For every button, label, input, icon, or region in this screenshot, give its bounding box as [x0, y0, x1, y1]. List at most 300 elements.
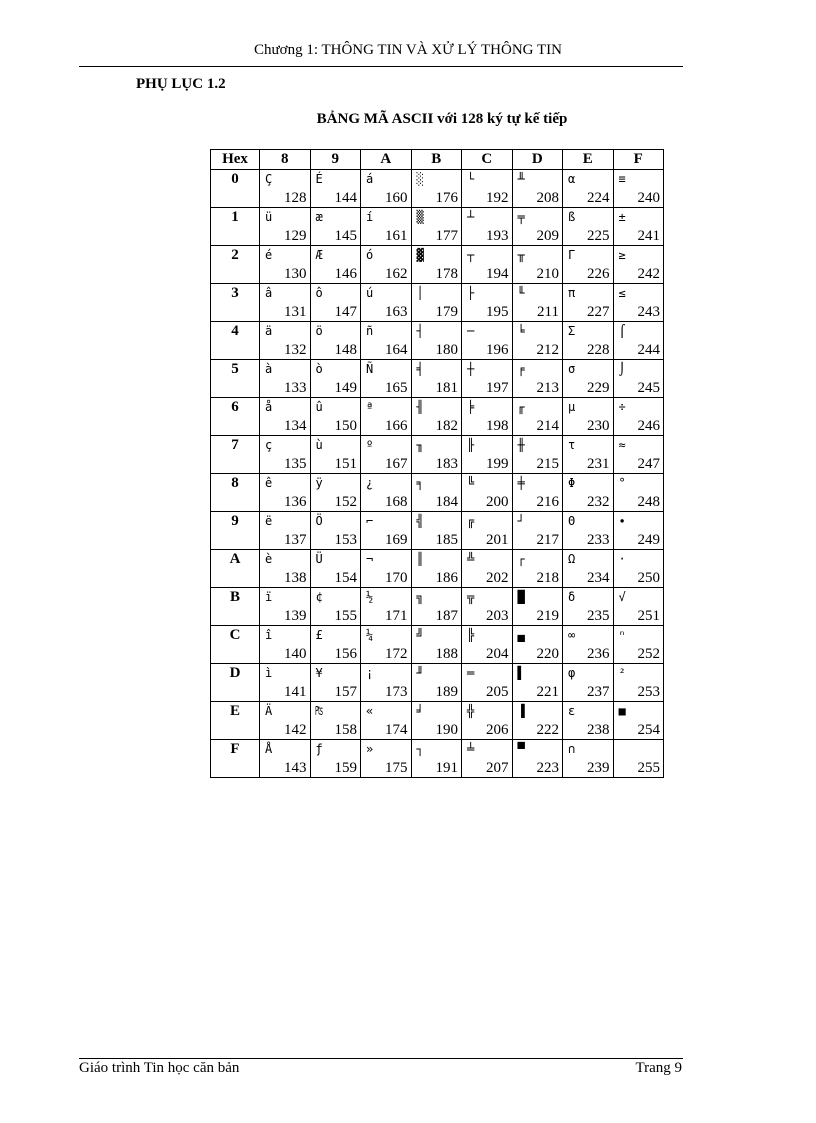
table-cell	[563, 436, 614, 474]
cell-glyph: «	[366, 704, 374, 718]
table-cell	[563, 246, 614, 284]
table-cell	[411, 588, 462, 626]
cell-glyph: ⌐	[366, 514, 374, 528]
table-cell	[260, 246, 311, 284]
cell-code: 240	[637, 190, 660, 206]
cell-code: 215	[536, 456, 559, 472]
table-cell	[260, 626, 311, 664]
table-cell	[260, 398, 311, 436]
cell-glyph: ╘	[517, 324, 525, 338]
cell-code: 232	[587, 494, 610, 510]
table-cell	[310, 626, 361, 664]
cell-code: 207	[486, 760, 509, 776]
table-cell	[462, 170, 513, 208]
row-hex-label: 4	[211, 322, 260, 360]
table-cell	[462, 360, 513, 398]
cell-glyph: ß	[568, 210, 576, 224]
table-cell	[462, 702, 513, 740]
table-row	[211, 360, 664, 398]
table-row	[211, 588, 664, 626]
table-cell	[613, 702, 664, 740]
table-cell	[310, 322, 361, 360]
cell-glyph: ⌠	[618, 324, 626, 338]
table-cell	[310, 474, 361, 512]
column-header: B	[411, 150, 462, 170]
cell-glyph: ∩	[568, 742, 576, 756]
cell-code: 171	[385, 608, 408, 624]
table-cell	[613, 246, 664, 284]
cell-glyph: á	[366, 172, 374, 186]
cell-code: 219	[536, 608, 559, 624]
table-cell	[361, 550, 412, 588]
table-cell	[260, 284, 311, 322]
cell-code: 165	[385, 380, 408, 396]
row-hex-label: D	[211, 664, 260, 702]
table-cell	[512, 626, 563, 664]
cell-code: 249	[637, 532, 660, 548]
table-cell	[361, 436, 412, 474]
cell-code: 173	[385, 684, 408, 700]
cell-glyph: ┌	[517, 552, 525, 566]
cell-glyph: ∞	[568, 628, 576, 642]
cell-code: 189	[435, 684, 458, 700]
cell-glyph: ╝	[416, 628, 424, 642]
cell-code: 224	[587, 190, 610, 206]
table-cell	[563, 626, 614, 664]
cell-code: 247	[637, 456, 660, 472]
cell-glyph: ╨	[517, 172, 525, 186]
cell-glyph: Å	[265, 742, 273, 756]
table-cell	[462, 246, 513, 284]
section-title: PHỤ LỤC 1.2	[136, 76, 226, 92]
table-cell	[260, 436, 311, 474]
table-cell	[613, 322, 664, 360]
cell-glyph: ÿ	[315, 476, 323, 490]
table-cell	[260, 360, 311, 398]
cell-glyph: ╖	[416, 438, 424, 452]
table-cell	[462, 474, 513, 512]
cell-glyph: ─	[467, 324, 475, 338]
table-cell	[512, 208, 563, 246]
cell-code: 192	[486, 190, 509, 206]
cell-glyph: è	[265, 552, 273, 566]
cell-code: 132	[284, 342, 307, 358]
table-row	[211, 740, 664, 778]
table-cell	[462, 664, 513, 702]
table-cell	[563, 512, 614, 550]
cell-glyph: ╞	[467, 400, 475, 414]
table-row	[211, 246, 664, 284]
cell-code: 233	[587, 532, 610, 548]
cell-code: 143	[284, 760, 307, 776]
cell-code: 133	[284, 380, 307, 396]
cell-glyph: ┘	[517, 514, 525, 528]
cell-code: 180	[435, 342, 458, 358]
table-cell	[411, 360, 462, 398]
table-cell	[563, 702, 614, 740]
table-cell	[613, 436, 664, 474]
cell-code: 170	[385, 570, 408, 586]
cell-code: 234	[587, 570, 610, 586]
cell-code: 251	[637, 608, 660, 624]
cell-glyph: ╦	[467, 590, 475, 604]
cell-glyph: ┼	[467, 362, 475, 376]
cell-code: 222	[536, 722, 559, 738]
cell-code: 200	[486, 494, 509, 510]
cell-glyph: ╩	[467, 552, 475, 566]
cell-glyph: µ	[568, 400, 576, 414]
table-cell	[310, 208, 361, 246]
cell-glyph: »	[366, 742, 374, 756]
cell-code: 246	[637, 418, 660, 434]
table-cell	[411, 208, 462, 246]
cell-glyph: ε	[568, 704, 576, 718]
cell-glyph: ═	[467, 666, 475, 680]
table-cell	[613, 398, 664, 436]
cell-glyph: ▐	[517, 704, 525, 718]
cell-glyph: à	[265, 362, 273, 376]
cell-code: 252	[637, 646, 660, 662]
table-cell	[361, 208, 412, 246]
table-cell	[512, 474, 563, 512]
table-cell	[411, 170, 462, 208]
table-cell	[310, 170, 361, 208]
cell-code: 135	[284, 456, 307, 472]
cell-code: 154	[334, 570, 357, 586]
footer-rule	[79, 1058, 683, 1059]
table-cell	[613, 208, 664, 246]
table-row	[211, 550, 664, 588]
table-cell	[613, 588, 664, 626]
cell-glyph: ¼	[366, 628, 374, 642]
cell-glyph: ·	[618, 552, 626, 566]
cell-glyph: ╪	[517, 476, 525, 490]
cell-glyph: ╤	[517, 210, 525, 224]
table-row	[211, 398, 664, 436]
cell-glyph: ╠	[467, 628, 475, 642]
row-hex-label: E	[211, 702, 260, 740]
cell-code: 194	[486, 266, 509, 282]
cell-code: 239	[587, 760, 610, 776]
cell-code: 212	[536, 342, 559, 358]
cell-glyph: æ	[315, 210, 323, 224]
cell-glyph: ■	[618, 704, 626, 718]
cell-glyph: Ä	[265, 704, 273, 718]
table-cell	[563, 550, 614, 588]
cell-code: 187	[435, 608, 458, 624]
table-cell	[310, 398, 361, 436]
cell-code: 218	[536, 570, 559, 586]
table-cell	[310, 740, 361, 778]
cell-glyph: É	[315, 172, 323, 186]
table-cell	[512, 588, 563, 626]
cell-glyph: Θ	[568, 514, 576, 528]
table-row	[211, 512, 664, 550]
table-row	[211, 284, 664, 322]
table-cell	[361, 474, 412, 512]
table-cell	[512, 550, 563, 588]
table-cell	[361, 588, 412, 626]
cell-glyph: ≈	[618, 438, 626, 452]
column-header: E	[563, 150, 614, 170]
cell-glyph: √	[618, 590, 626, 604]
cell-code: 237	[587, 684, 610, 700]
cell-code: 217	[536, 532, 559, 548]
cell-glyph: ╛	[416, 704, 424, 718]
cell-code: 144	[334, 190, 357, 206]
header-rule	[79, 66, 683, 67]
table-cell	[411, 284, 462, 322]
cell-glyph: ₧	[315, 704, 323, 718]
cell-glyph: ⁿ	[618, 628, 626, 642]
cell-glyph: ░	[416, 172, 424, 186]
cell-glyph: ║	[416, 552, 424, 566]
cell-code: 220	[536, 646, 559, 662]
column-header: D	[512, 150, 563, 170]
table-row	[211, 208, 664, 246]
cell-code: 184	[435, 494, 458, 510]
table-cell	[462, 436, 513, 474]
table-cell	[512, 664, 563, 702]
table-cell	[462, 322, 513, 360]
table-cell	[613, 550, 664, 588]
cell-glyph: º	[366, 438, 374, 452]
cell-code: 209	[536, 228, 559, 244]
cell-glyph: ≤	[618, 286, 626, 300]
row-hex-label: A	[211, 550, 260, 588]
cell-code: 179	[435, 304, 458, 320]
cell-glyph: ë	[265, 514, 273, 528]
cell-glyph: ╟	[467, 438, 475, 452]
cell-glyph: ƒ	[315, 742, 323, 756]
table-cell	[512, 740, 563, 778]
corner-label: Hex	[211, 150, 260, 170]
cell-code: 245	[637, 380, 660, 396]
cell-glyph: Ω	[568, 552, 576, 566]
table-cell	[361, 702, 412, 740]
cell-code: 191	[435, 760, 458, 776]
cell-glyph: ≡	[618, 172, 626, 186]
cell-glyph: δ	[568, 590, 576, 604]
table-cell	[411, 246, 462, 284]
cell-code: 147	[334, 304, 357, 320]
row-hex-label: C	[211, 626, 260, 664]
table-cell	[260, 740, 311, 778]
table-cell	[563, 170, 614, 208]
cell-glyph: ╬	[467, 704, 475, 718]
table-cell	[411, 702, 462, 740]
cell-glyph: φ	[568, 666, 576, 680]
cell-code: 178	[435, 266, 458, 282]
cell-glyph: ╗	[416, 590, 424, 604]
table-cell	[613, 626, 664, 664]
cell-glyph: Σ	[568, 324, 576, 338]
cell-code: 211	[537, 304, 559, 320]
cell-code: 185	[435, 532, 458, 548]
cell-glyph: Φ	[568, 476, 576, 490]
cell-code: 174	[385, 722, 408, 738]
cell-glyph: ╔	[467, 514, 475, 528]
table-cell	[310, 360, 361, 398]
cell-glyph: ⌡	[618, 362, 626, 376]
cell-glyph: ├	[467, 286, 475, 300]
page-header: Chương 1: THÔNG TIN VÀ XỬ LÝ THÔNG TIN	[254, 42, 562, 58]
table-row	[211, 664, 664, 702]
table-cell	[512, 246, 563, 284]
cell-code: 162	[385, 266, 408, 282]
table-cell	[512, 436, 563, 474]
cell-glyph: ª	[366, 400, 374, 414]
cell-code: 188	[435, 646, 458, 662]
table-cell	[563, 588, 614, 626]
cell-glyph: ô	[315, 286, 323, 300]
table-cell	[462, 588, 513, 626]
cell-glyph: │	[416, 286, 424, 300]
cell-code: 213	[536, 380, 559, 396]
table-cell	[411, 512, 462, 550]
cell-glyph: τ	[568, 438, 576, 452]
cell-glyph: ┤	[416, 324, 424, 338]
cell-glyph: ò	[315, 362, 323, 376]
table-cell	[613, 360, 664, 398]
cell-code: 163	[385, 304, 408, 320]
cell-code: 183	[435, 456, 458, 472]
row-hex-label: 9	[211, 512, 260, 550]
table-cell	[613, 170, 664, 208]
column-header: 8	[260, 150, 311, 170]
cell-code: 254	[637, 722, 660, 738]
cell-glyph: Ç	[265, 172, 273, 186]
cell-code: 214	[536, 418, 559, 434]
row-hex-label: 1	[211, 208, 260, 246]
cell-glyph: ╓	[517, 400, 525, 414]
cell-code: 131	[284, 304, 307, 320]
cell-code: 203	[486, 608, 509, 624]
cell-glyph: Ü	[315, 552, 323, 566]
column-header: C	[462, 150, 513, 170]
cell-glyph: ó	[366, 248, 374, 262]
table-cell	[310, 512, 361, 550]
cell-glyph: ∙	[618, 514, 626, 528]
cell-glyph: ▀	[517, 742, 525, 756]
cell-code: 186	[435, 570, 458, 586]
cell-glyph: ÷	[618, 400, 626, 414]
table-cell	[310, 588, 361, 626]
cell-code: 182	[435, 418, 458, 434]
cell-glyph: ╜	[416, 666, 424, 680]
row-hex-label: 0	[211, 170, 260, 208]
cell-glyph: ╣	[416, 514, 424, 528]
table-cell	[361, 664, 412, 702]
table-cell	[361, 512, 412, 550]
cell-glyph: ü	[265, 210, 273, 224]
footer-book-title: Giáo trình Tin học căn bản	[79, 1060, 240, 1076]
cell-code: 134	[284, 418, 307, 434]
table-row	[211, 702, 664, 740]
cell-code: 149	[334, 380, 357, 396]
table-cell	[512, 702, 563, 740]
table-cell	[411, 740, 462, 778]
row-hex-label: 2	[211, 246, 260, 284]
cell-code: 151	[334, 456, 357, 472]
table-cell	[462, 398, 513, 436]
cell-glyph: â	[265, 286, 273, 300]
table-cell	[260, 512, 311, 550]
row-hex-label: 5	[211, 360, 260, 398]
cell-glyph: ¢	[315, 590, 323, 604]
cell-glyph: π	[568, 286, 576, 300]
cell-code: 153	[334, 532, 357, 548]
cell-glyph: σ	[568, 362, 576, 376]
cell-glyph: ö	[315, 324, 323, 338]
table-cell	[361, 360, 412, 398]
cell-code: 156	[334, 646, 357, 662]
row-hex-label: 7	[211, 436, 260, 474]
table-cell	[411, 626, 462, 664]
cell-glyph: ┬	[467, 248, 475, 262]
cell-glyph: ²	[618, 666, 626, 680]
cell-code: 204	[486, 646, 509, 662]
cell-glyph: ≥	[618, 248, 626, 262]
cell-code: 223	[536, 760, 559, 776]
cell-code: 225	[587, 228, 610, 244]
table-cell	[462, 740, 513, 778]
cell-code: 221	[536, 684, 559, 700]
table-cell	[613, 664, 664, 702]
cell-code: 226	[587, 266, 610, 282]
cell-glyph: █	[517, 590, 525, 604]
cell-code: 157	[334, 684, 357, 700]
column-header: 9	[310, 150, 361, 170]
cell-glyph: ä	[265, 324, 273, 338]
table-cell	[411, 550, 462, 588]
cell-code: 168	[385, 494, 408, 510]
table-row	[211, 436, 664, 474]
cell-glyph: ñ	[366, 324, 374, 338]
cell-glyph: ½	[366, 590, 374, 604]
cell-glyph: ¿	[366, 476, 374, 490]
table-cell	[260, 170, 311, 208]
cell-glyph: ╢	[416, 400, 424, 414]
table-cell	[613, 474, 664, 512]
table-cell	[411, 322, 462, 360]
table-cell	[563, 398, 614, 436]
cell-glyph: ▒	[416, 210, 424, 224]
cell-glyph: ç	[265, 438, 273, 452]
cell-glyph: å	[265, 400, 273, 414]
cell-code: 198	[486, 418, 509, 434]
cell-code: 227	[587, 304, 610, 320]
cell-code: 175	[385, 760, 408, 776]
footer-page-number: Trang 9	[635, 1060, 682, 1076]
cell-code: 142	[284, 722, 307, 738]
cell-glyph: ú	[366, 286, 374, 300]
cell-glyph: ù	[315, 438, 323, 452]
cell-code: 205	[486, 684, 509, 700]
cell-code: 229	[587, 380, 610, 396]
cell-code: 139	[284, 608, 307, 624]
cell-code: 155	[334, 608, 357, 624]
cell-glyph: ▄	[517, 628, 525, 642]
cell-glyph: ╫	[517, 438, 525, 452]
cell-glyph: ê	[265, 476, 273, 490]
table-cell	[512, 512, 563, 550]
cell-code: 161	[385, 228, 408, 244]
cell-code: 238	[587, 722, 610, 738]
cell-glyph: ì	[265, 666, 273, 680]
table-cell	[260, 588, 311, 626]
cell-glyph: ┐	[416, 742, 424, 756]
